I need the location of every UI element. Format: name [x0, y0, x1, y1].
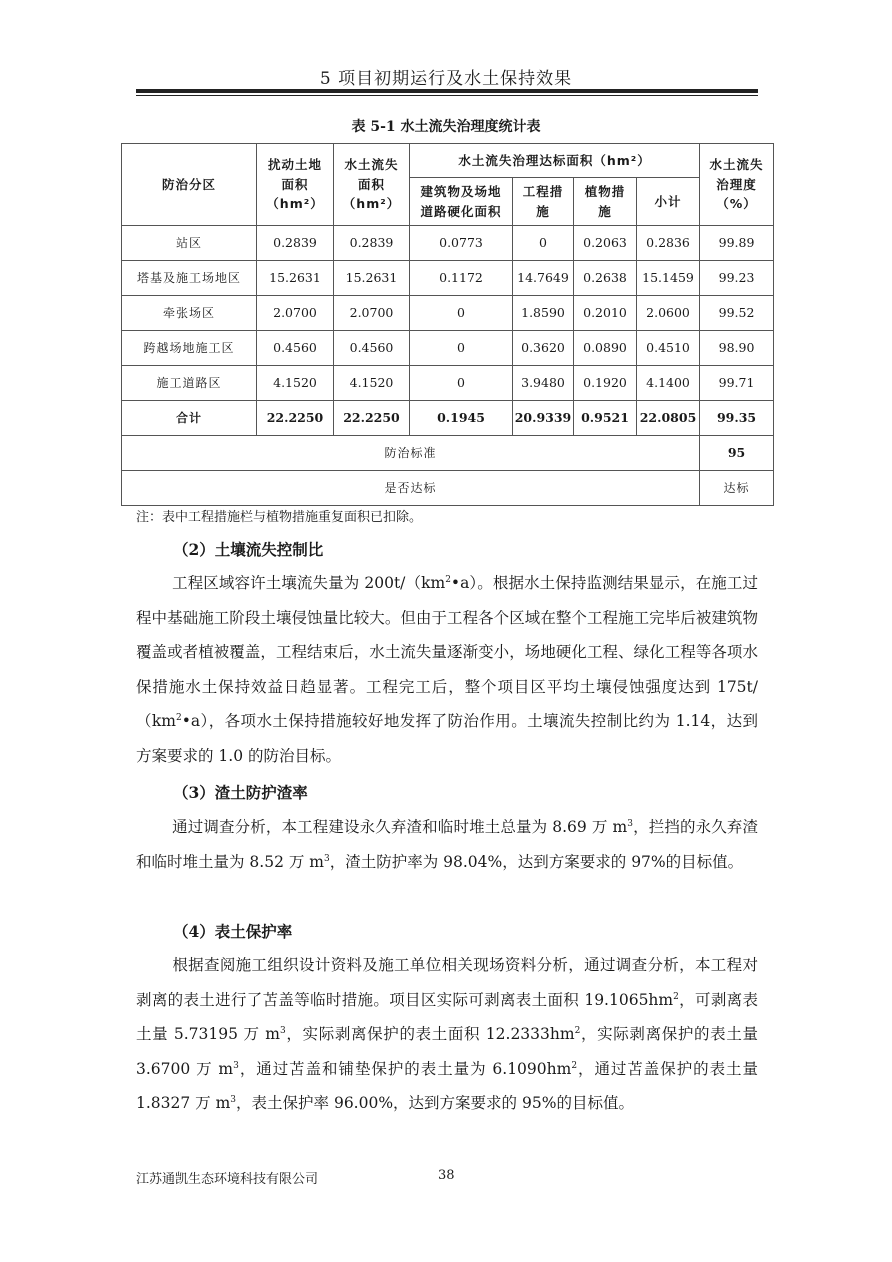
header-line: 工程措 [522, 184, 564, 200]
header-treated-group: 水土流失治理达标面积（hm²） [410, 144, 700, 178]
cell-subtotal: 22.0805 [637, 401, 700, 436]
header-buildings [410, 178, 513, 226]
cell-disturbed: 0.2839 [257, 226, 334, 261]
paragraph-text: •a），各项水土保持措施较好地发挥了防治作用。土壤流失控制比约为 1.14，达到方案要求的 1.0 的防治目标。 [136, 712, 758, 765]
cell-subtotal: 0.2836 [637, 226, 700, 261]
header-loss-area [334, 144, 410, 226]
header-zone: 防治分区 [122, 144, 257, 226]
header-line: 治理度 [716, 176, 757, 192]
table-row [122, 331, 774, 366]
erosion-control-table [121, 143, 774, 506]
cell-engineering: 20.9339 [513, 401, 574, 436]
section-heading: （4）表土保护率 [173, 922, 293, 941]
cell-buildings: 0 [410, 366, 513, 401]
paragraph-text: ，实际剥离保护的表土量 3.6700 万 m [136, 1025, 758, 1078]
superscript: 3 [324, 853, 330, 864]
section-heading: （3）渣土防护渣率 [173, 783, 308, 802]
cell-buildings: 0.1172 [410, 261, 513, 296]
cell-disturbed: 4.1520 [257, 366, 334, 401]
superscript: 3 [627, 818, 633, 829]
cell-loss: 15.2631 [334, 261, 410, 296]
cell-disturbed: 22.2250 [257, 401, 334, 436]
cell-degree: 99.71 [700, 366, 774, 401]
paragraph-text: ，拦挡的永久弃渣和临时堆土量为 8.52 万 m [136, 818, 758, 871]
section-paragraph [136, 810, 758, 879]
cell-zone: 站区 [122, 226, 257, 261]
table-standard-row [122, 436, 774, 471]
table-compliance-row [122, 471, 774, 506]
header-line: 水土流失 [709, 157, 764, 173]
superscript: 3 [233, 1060, 239, 1071]
cell-vegetation: 0.2010 [574, 296, 637, 331]
superscript: 2 [571, 1060, 578, 1071]
paragraph-text: 工程区域容许土壤流失量为 200t/（km [172, 574, 446, 592]
cell-vegetation: 0.9521 [574, 401, 637, 436]
footer-company: 江苏通凯生态环境科技有限公司 [136, 1172, 319, 1187]
cell-vegetation: 0.2063 [574, 226, 637, 261]
cell-loss: 2.0700 [334, 296, 410, 331]
cell-vegetation: 0.2638 [574, 261, 637, 296]
superscript: 3 [230, 1095, 237, 1106]
cell-zone: 合计 [122, 401, 257, 436]
header-treatment-degree [700, 144, 774, 226]
header-line: 道路硬化面积 [420, 203, 502, 219]
cell-loss: 0.2839 [334, 226, 410, 261]
table-total-row [122, 401, 774, 436]
table-caption: 表 5-1 水土流失治理度统计表 [351, 119, 541, 135]
cell-buildings: 0 [410, 296, 513, 331]
section-paragraph [136, 566, 758, 774]
header-engineering [513, 178, 574, 226]
page-header-title: 5 项目初期运行及水土保持效果 [319, 69, 573, 89]
header-line: 面积 [357, 176, 385, 192]
paragraph-text: ，表土保护率 96.00%，达到方案要求的 95%的目标值。 [236, 1094, 634, 1113]
cell-subtotal: 4.1400 [637, 366, 700, 401]
header-line: 施 [536, 203, 550, 219]
header-line: 水土流失 [344, 157, 399, 173]
cell-zone: 施工道路区 [122, 366, 257, 401]
paragraph-text: ，渣土防护率为 98.04%，达到方案要求的 97%的目标值。 [329, 852, 744, 871]
cell-zone: 牵张场区 [122, 296, 257, 331]
cell-loss: 0.4560 [334, 331, 410, 366]
cell-compliance-value: 达标 [700, 471, 774, 506]
paragraph-text: ，实际剥离保护的表土面积 12.2333hm [285, 1025, 575, 1044]
cell-vegetation: 0.0890 [574, 331, 637, 366]
page-number: 38 [438, 1168, 455, 1183]
cell-standard-value: 95 [700, 436, 774, 471]
table-row [122, 261, 774, 296]
cell-subtotal: 15.1459 [637, 261, 700, 296]
paragraph-text: 根据查阅施工组织设计资料及施工单位相关现场资料分析，通过调查分析，本工程对剥离的表土进行了苫盖等临时措施。项目区实际可剥离表土面积 19.1065hm [136, 956, 758, 1009]
paragraph-text: ，通过苫盖和铺垫保护的表土量为 6.1090hm [238, 1059, 572, 1078]
header-rule-thin [136, 95, 758, 96]
table-row [122, 296, 774, 331]
header-disturbed-area [257, 144, 334, 226]
cell-engineering: 0.3620 [513, 331, 574, 366]
cell-standard-label: 防治标准 [122, 436, 700, 471]
header-line: 施 [598, 203, 612, 219]
cell-loss: 4.1520 [334, 366, 410, 401]
header-vegetation [574, 178, 637, 226]
cell-degree: 99.52 [700, 296, 774, 331]
cell-degree: 99.23 [700, 261, 774, 296]
cell-engineering: 0 [513, 226, 574, 261]
cell-zone: 塔基及施工场地区 [122, 261, 257, 296]
cell-engineering: 3.9480 [513, 366, 574, 401]
cell-degree: 99.89 [700, 226, 774, 261]
cell-buildings: 0 [410, 331, 513, 366]
cell-degree: 98.90 [700, 331, 774, 366]
cell-disturbed: 15.2631 [257, 261, 334, 296]
cell-vegetation: 0.1920 [574, 366, 637, 401]
superscript: 2 [445, 574, 451, 585]
paragraph-text: ，可剥离表土量 5.73195 万 m [136, 990, 758, 1044]
paragraph-text: 通过调查分析，本工程建设永久弃渣和临时堆土总量为 8.69 万 m [172, 818, 628, 836]
cell-zone: 跨越场地施工区 [122, 331, 257, 366]
header-line: （hm²） [342, 196, 401, 212]
cell-buildings: 0.0773 [410, 226, 513, 261]
header-subtotal: 小计 [637, 178, 700, 226]
cell-buildings: 0.1945 [410, 401, 513, 436]
paragraph-text: •a）。根据水土保持监测结果显示，在施工过程中基础施工阶段土壤侵蚀量比较大。但由于工程各个区域在整个工程施工完毕后被建筑物覆盖或者植被覆盖，工程结束后，水土流失量逐渐变小，场地硬化工程、绿化工程等各项水保措施水土保持效益日趋显著。工程完工后，整个项目区平均土壤侵蚀强度达到 175t/（km [136, 574, 758, 731]
header-line: （%） [716, 196, 757, 212]
table-note: 注：表中工程措施栏与植物措施重复面积已扣除。 [136, 510, 423, 525]
header-line: 面积 [281, 176, 309, 192]
header-rule [136, 89, 758, 93]
paragraph-text: ，通过苫盖保护的表土量 1.8327 万 m [136, 1059, 758, 1113]
cell-engineering: 14.7649 [513, 261, 574, 296]
cell-subtotal: 2.0600 [637, 296, 700, 331]
superscript: 2 [673, 991, 679, 1002]
cell-disturbed: 0.4560 [257, 331, 334, 366]
cell-subtotal: 0.4510 [637, 331, 700, 366]
section-paragraph [136, 948, 758, 1121]
header-line: 植物措 [584, 184, 626, 200]
header-line: 扰动土地 [267, 157, 322, 173]
cell-degree: 99.35 [700, 401, 774, 436]
table-row [122, 366, 774, 401]
cell-disturbed: 2.0700 [257, 296, 334, 331]
superscript: 3 [280, 1026, 286, 1037]
superscript: 2 [574, 1026, 581, 1037]
table-row [122, 226, 774, 261]
section-heading: （2）土壤流失控制比 [173, 540, 324, 559]
header-line: 建筑物及场地 [420, 184, 502, 200]
cell-loss: 22.2250 [334, 401, 410, 436]
header-line: （hm²） [266, 196, 324, 212]
superscript: 2 [176, 713, 182, 724]
cell-compliance-label: 是否达标 [122, 471, 700, 506]
cell-engineering: 1.8590 [513, 296, 574, 331]
